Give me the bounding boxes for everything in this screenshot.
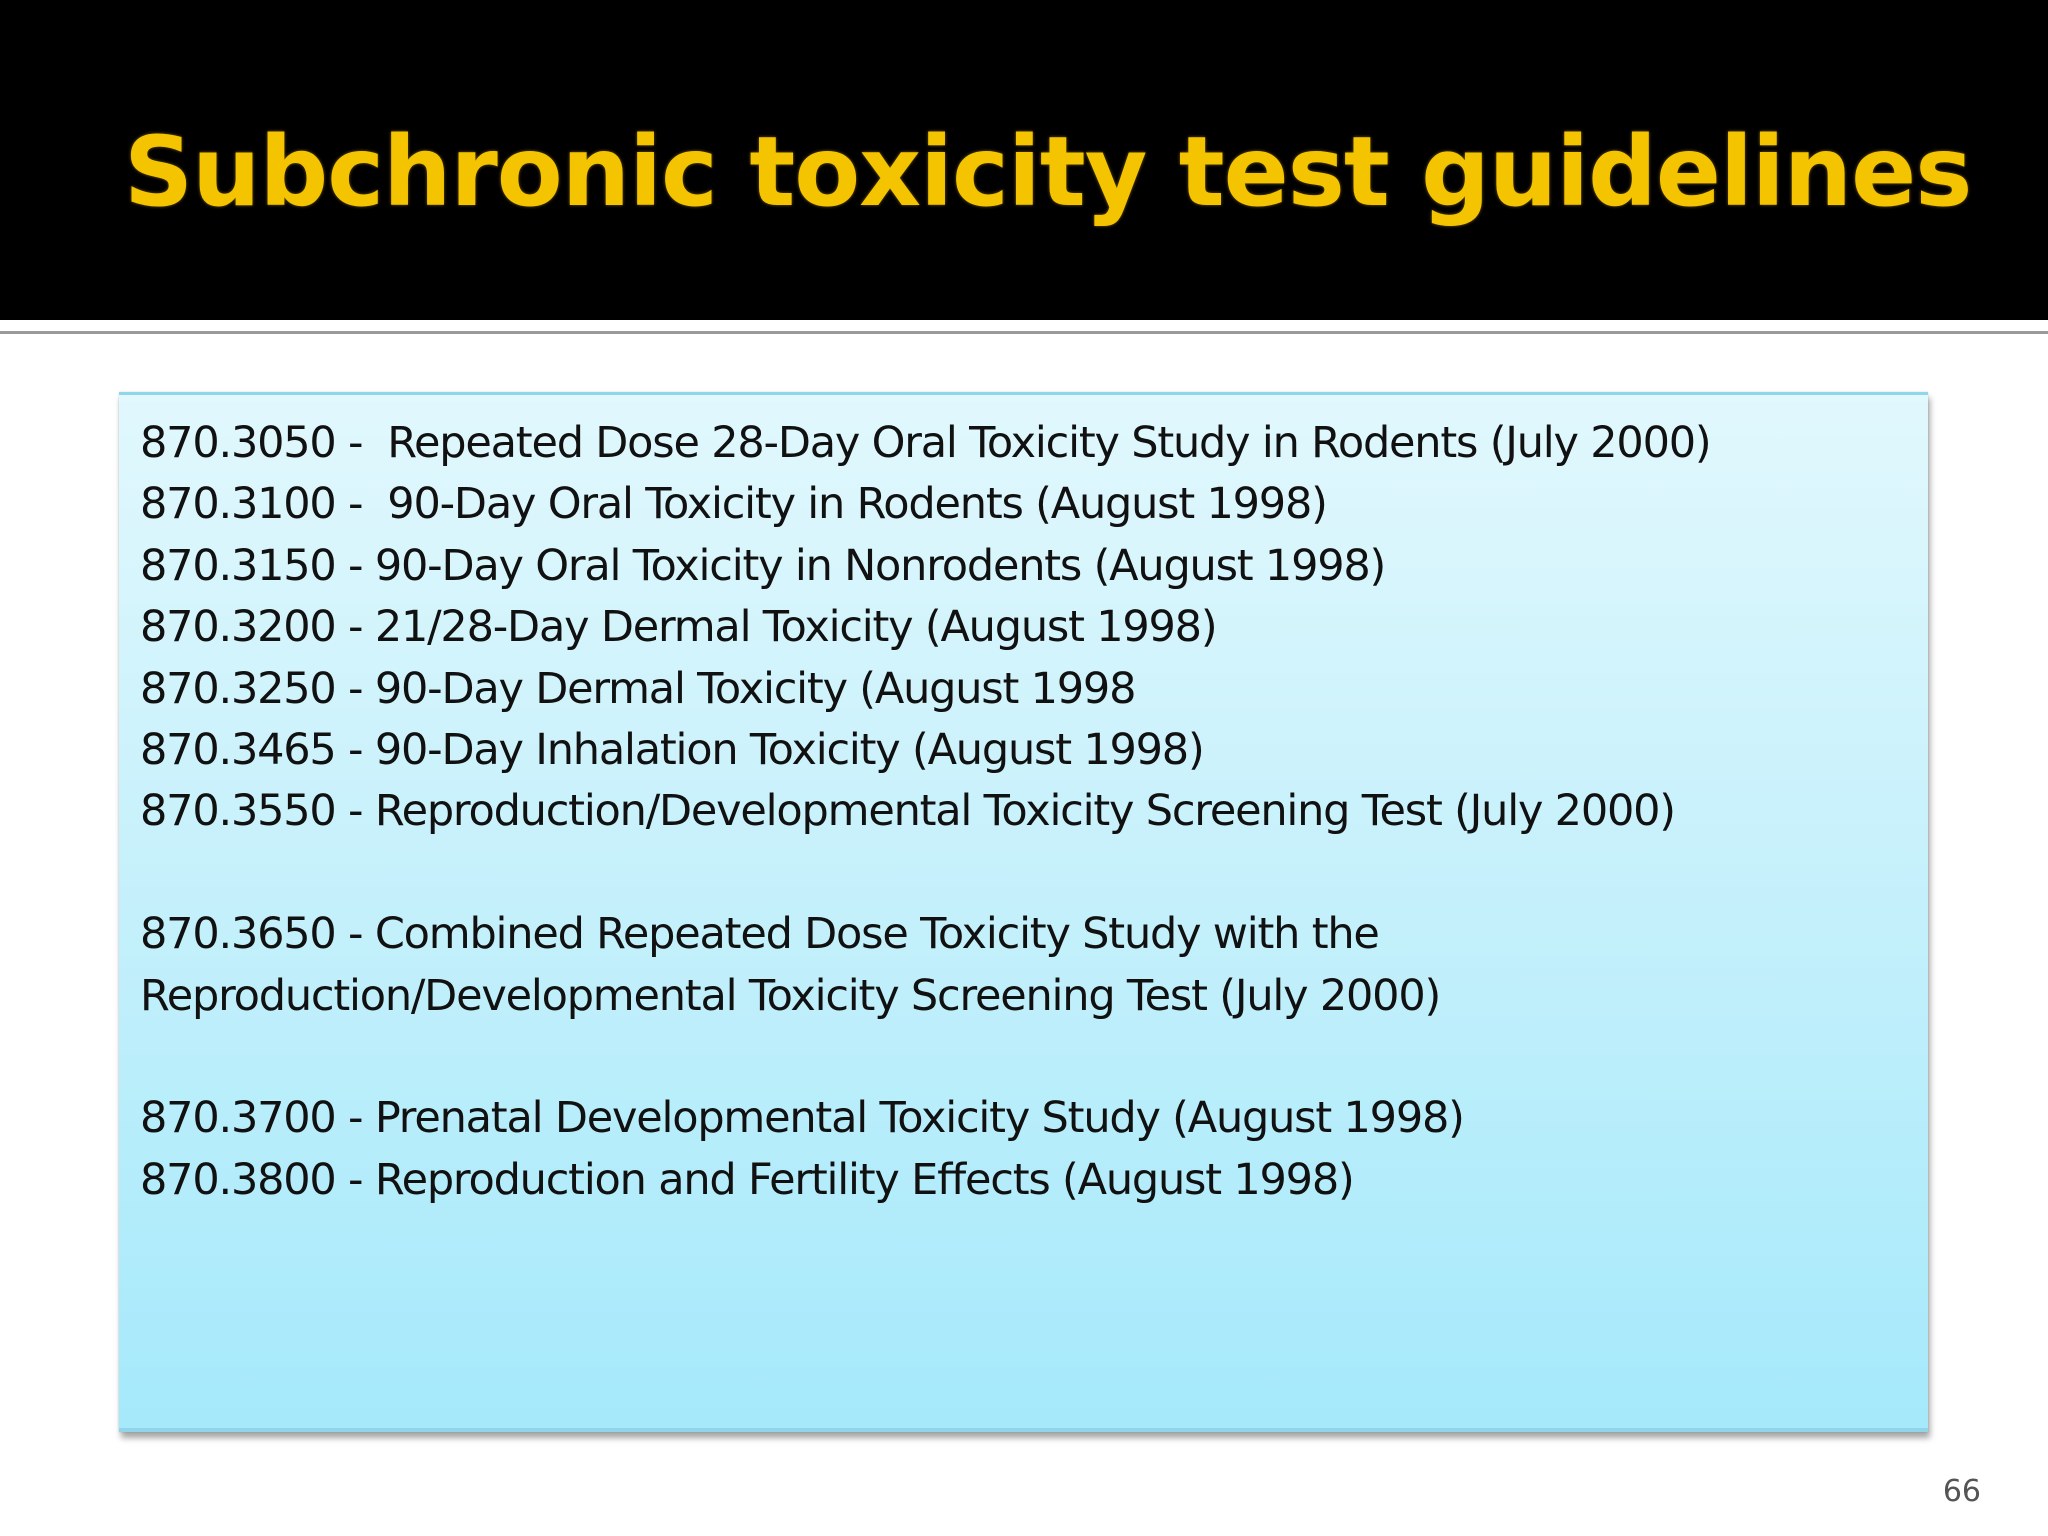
slide-title: Subchronic toxicity test guidelines [124,116,1972,228]
page-number: 66 [1942,1474,1981,1509]
guideline-item: 870.3150 - 90-Day Oral Toxicity in Nonrodents (August 1998) [140,540,1386,591]
guideline-item: 870.3100 - 90-Day Oral Toxicity in Rodents (August 1998) [140,479,1327,530]
guidelines-box [119,392,1928,1432]
guideline-item: 870.3550 - Reproduction/Developmental Toxicity Screening Test (July 2000) [140,786,1675,837]
guideline-item-continuation: Reproduction/Developmental Toxicity Screening Test (July 2000) [140,970,1441,1021]
guideline-item: 870.3800 - Reproduction and Fertility Effects (August 1998) [140,1154,1354,1205]
guideline-item: 870.3200 - 21/28-Day Dermal Toxicity (August 1998) [140,602,1217,653]
guideline-item: 870.3250 - 90-Day Dermal Toxicity (August 1998 [140,663,1136,714]
title-divider [0,331,2048,334]
guideline-item: 870.3465 - 90-Day Inhalation Toxicity (August 1998) [140,725,1204,776]
guidelines-list [140,413,1908,1211]
guideline-item: 870.3700 - Prenatal Developmental Toxicity Study (August 1998) [140,1093,1464,1144]
title-bar [0,0,2048,320]
guideline-item: 870.3050 - Repeated Dose 28-Day Oral Toxicity Study in Rodents (July 2000) [140,418,1711,468]
guideline-item: 870.3650 - Combined Repeated Dose Toxicity Study with the [140,909,1379,960]
